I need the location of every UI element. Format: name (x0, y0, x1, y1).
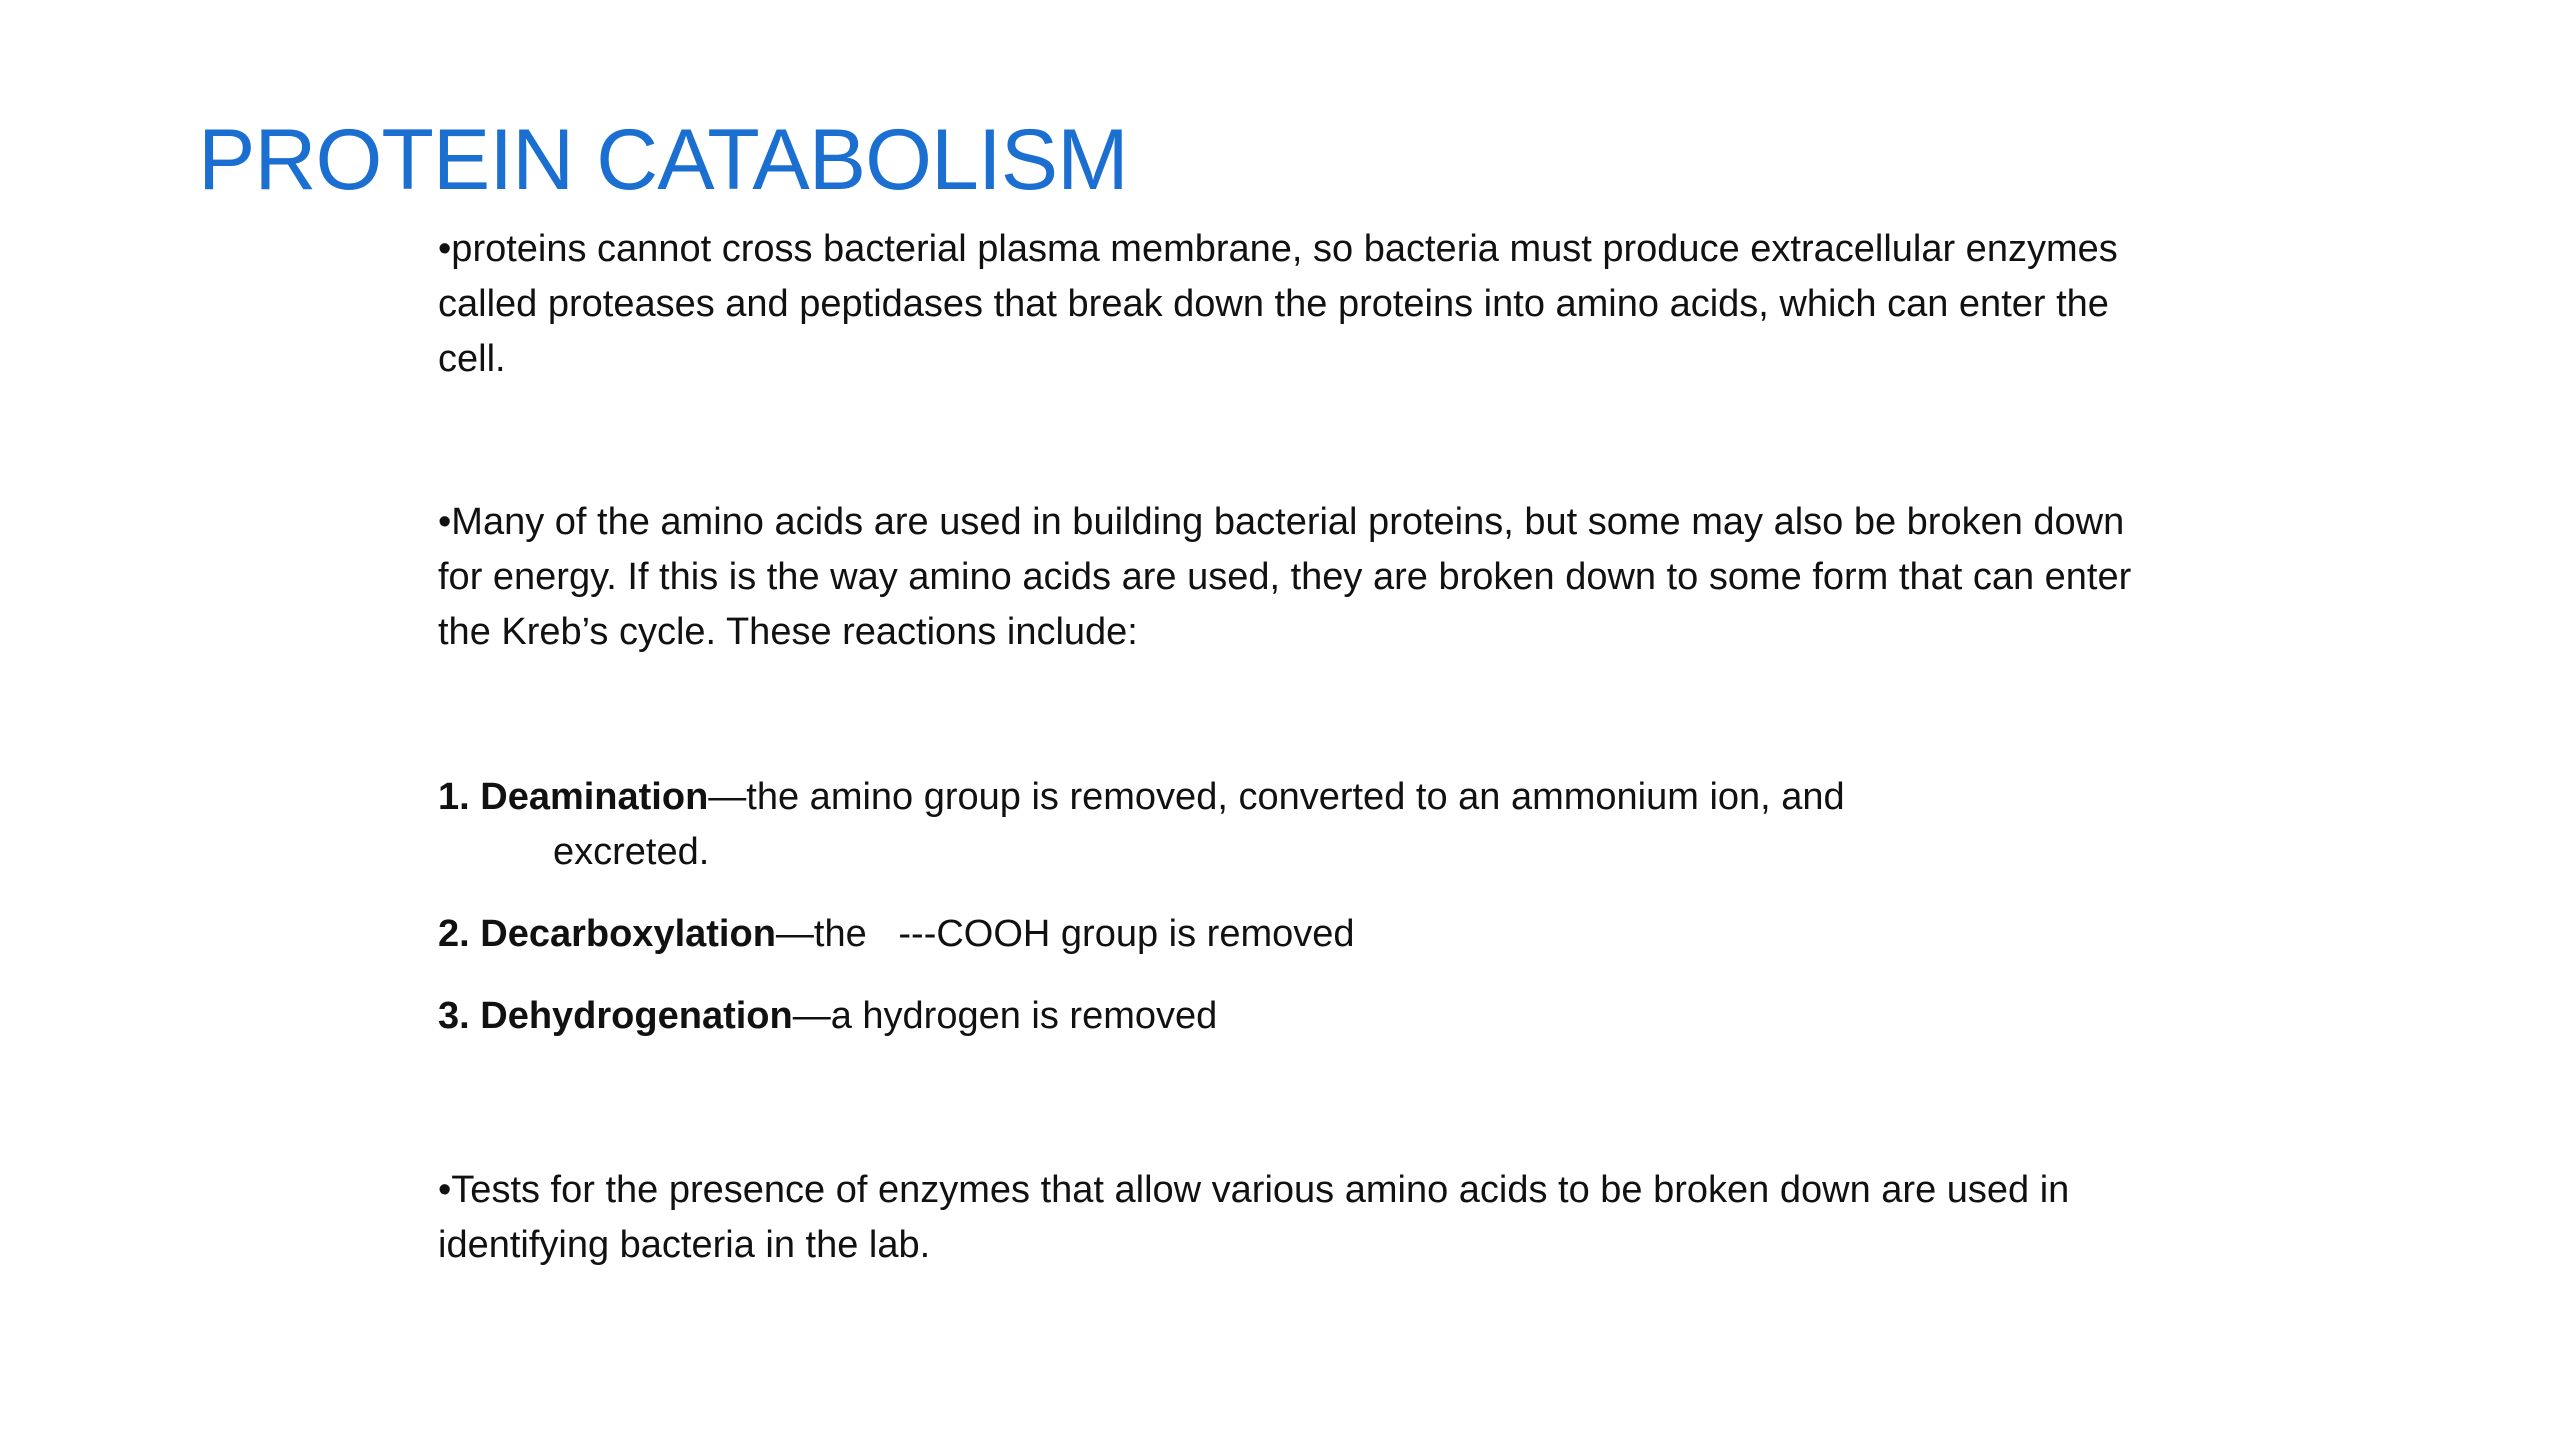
paragraph-lab-tests: •Tests for the presence of enzymes that allow various amino acids to be broken down are used in identifying bacteria in the lab. (438, 1169, 2070, 1266)
slide-title: PROTEIN CATABOLISM (198, 112, 1128, 208)
step-deamination-continuation: excreted. (553, 831, 710, 873)
step-decarboxylation (438, 907, 2138, 962)
paragraph-protein-transport: •proteins cannot cross bacterial plasma membrane, so bacteria must produce extracellular enzymes called proteases and peptidases that break down the proteins into amino acids, which can enter the cell. (438, 228, 2118, 380)
paragraph-amino-acid-use: •Many of the amino acids are used in building bacterial proteins, but some may also be broken down for energy. If this is the way amino acids are used, they are broken down to some form that can enter the Kreb’s cycle. These reactions include: (438, 501, 2132, 653)
step-deamination (438, 770, 2138, 825)
step-description: —the amino group is removed, converted to an ammonium ion, and (708, 776, 1845, 818)
step-description: —a hydrogen is removed (792, 995, 1218, 1037)
step-term: 1. Deamination (438, 776, 709, 818)
step-term: 2. Decarboxylation (438, 913, 776, 955)
step-dehydrogenation (438, 989, 2138, 1044)
step-term: 3. Dehydrogenation (438, 995, 793, 1037)
step-description: —the ---COOH group is removed (775, 913, 1355, 955)
